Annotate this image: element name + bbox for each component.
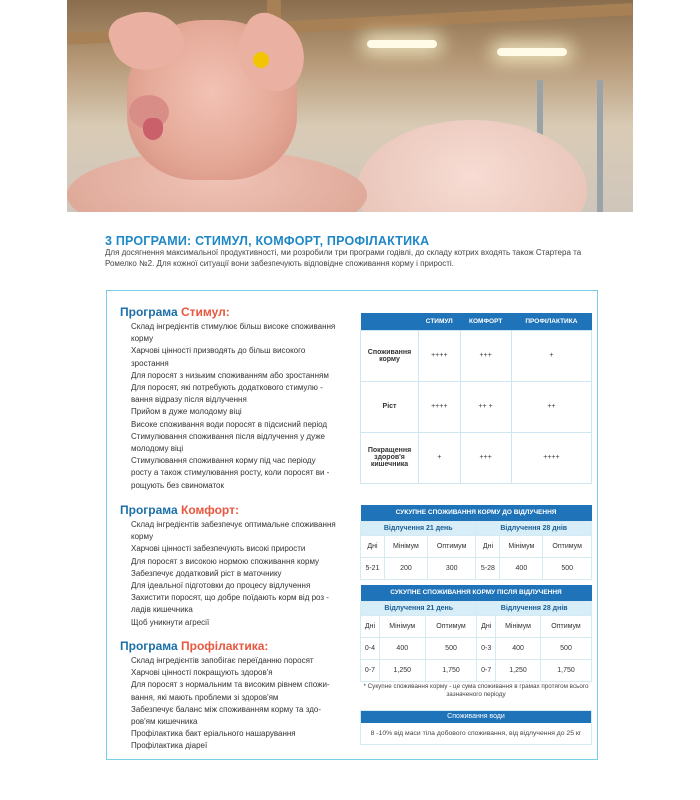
table-column-row xyxy=(361,535,592,557)
column-header: Оптимум xyxy=(425,615,477,637)
column-header: Оптимум xyxy=(427,535,476,557)
table-cell: 200 xyxy=(384,557,427,579)
list-item: Стимулювання споживання корму під час періоду xyxy=(131,456,316,466)
table-title-row xyxy=(361,585,592,601)
table-cell: 0-3 xyxy=(477,637,496,659)
program-list xyxy=(131,655,350,753)
pen-rail xyxy=(597,80,603,212)
after-weaning-table xyxy=(360,585,592,682)
water-consumption-box xyxy=(360,710,592,745)
table-row xyxy=(361,557,592,579)
table-cell: 0-4 xyxy=(361,637,380,659)
table-title: СУКУПНЕ СПОЖИВАННЯ КОРМУ ПІСЛЯ ВІДЛУЧЕННЯ xyxy=(361,585,592,601)
table-cell: ++++ xyxy=(419,381,461,432)
before-weaning-table xyxy=(360,505,592,580)
list-item: Захистити поросят, що добре поїдають корм від роз - xyxy=(131,593,329,603)
list-item: корму xyxy=(131,334,154,344)
program-komfort xyxy=(120,503,350,629)
ear-tag xyxy=(253,52,269,68)
program-prefix: Програма xyxy=(120,639,182,653)
water-title: Споживання води xyxy=(361,711,591,723)
table-cell: 0-7 xyxy=(361,659,380,681)
table-row xyxy=(361,381,592,432)
program-prefix: Програма xyxy=(120,305,182,319)
list-item: молодому віці xyxy=(131,444,184,454)
intro-text: Для досягнення максимальної продуктивності, ми розробили три програми годівлі, до складу котрих входять також Стартера та Ромелко №2. Для кожної ситуації вони забезпечують відповідне споживання корму і прирості. xyxy=(105,248,582,268)
table-cell: 500 xyxy=(425,637,477,659)
list-item: Високе споживання води поросят в підсисний період xyxy=(131,419,328,429)
table-cell: 1,750 xyxy=(541,659,592,681)
column-header: Оптимум xyxy=(543,535,592,557)
hero-photo-pig xyxy=(67,0,633,212)
list-item: Профілактика бакт еріального нашарування xyxy=(131,729,296,739)
list-item: Склад інгредієнтів стимулює більш високе споживання xyxy=(131,322,336,331)
ceiling-lamp xyxy=(367,40,437,48)
table-row xyxy=(361,637,592,659)
table-cell: ++ xyxy=(511,381,591,432)
table-cell: + xyxy=(419,432,461,483)
column-header: Мінімум xyxy=(384,535,427,557)
table-group-row xyxy=(361,521,592,535)
program-name: Профілактика: xyxy=(181,639,269,653)
list-item: Для поросят з низьким споживанням або зростанням xyxy=(131,370,329,380)
program-name: Комфорт: xyxy=(181,503,239,517)
list-item: Забезпечує баланс між споживанням корму та здо- xyxy=(131,704,321,714)
table-header-row xyxy=(361,313,592,330)
list-item: ров'ям кишечника xyxy=(131,717,198,727)
column-header: Дні xyxy=(477,615,496,637)
list-item: Прийом в дуже молодому віці xyxy=(131,407,242,417)
table-header-cell: СТИМУЛ xyxy=(419,313,461,330)
table-cell: 5-28 xyxy=(476,557,500,579)
table-column-row xyxy=(361,615,592,637)
list-item: рощують без свиноматок xyxy=(131,480,224,490)
program-heading xyxy=(120,503,350,517)
table-cell: 400 xyxy=(379,637,425,659)
table-cell: +++ xyxy=(460,432,511,483)
column-header: Дні xyxy=(476,535,500,557)
ceiling-lamp xyxy=(497,48,567,56)
table-cell: ++++ xyxy=(511,432,591,483)
table-title: СУКУПНЕ СПОЖИВАННЯ КОРМУ ДО ВІДЛУЧЕННЯ xyxy=(361,505,592,521)
table-cell: ++ + xyxy=(460,381,511,432)
list-item: зростання xyxy=(131,358,169,368)
list-item: Забезпечує додатковий ріст в маточнику xyxy=(131,568,282,578)
list-item: росту а також стимулювання росту, коли поросят ви - xyxy=(131,468,330,478)
program-heading xyxy=(120,305,350,319)
list-item: вання відразу після відлучення xyxy=(131,395,247,405)
water-text: 8 -10% від маси тіла добового споживання, від відлучення до 25 кг xyxy=(370,730,582,737)
table-cell: +++ xyxy=(460,330,511,381)
list-item: Для поросят, які потребують додаткового стимулю - xyxy=(131,383,323,393)
comparison-table xyxy=(360,313,592,484)
table-row-header: Покращення здоров'я кишечника xyxy=(361,432,419,483)
list-item: Харчові цінності покращують здоров'я xyxy=(131,668,273,678)
program-list xyxy=(131,321,350,492)
column-header: Мінімум xyxy=(379,615,425,637)
table-cell: 400 xyxy=(496,637,541,659)
table-cell: 300 xyxy=(427,557,476,579)
table-cell: + xyxy=(511,330,591,381)
list-item: Для ідеальної підготовки до процесу відлучення xyxy=(131,581,311,591)
table-header-cell: ПРОФІЛАКТИКА xyxy=(511,313,591,330)
list-item: корму xyxy=(131,532,154,542)
program-name: Стимул: xyxy=(181,305,230,319)
list-item: ладів кишечника xyxy=(131,605,193,615)
program-heading xyxy=(120,639,350,653)
column-header: Мінімум xyxy=(496,615,541,637)
column-header: Дні xyxy=(361,535,385,557)
table-cell: 500 xyxy=(541,637,592,659)
table-header-cell xyxy=(361,313,419,330)
program-list xyxy=(131,519,350,629)
table-group-row xyxy=(361,601,592,615)
list-item: Склад інгредієнтів забезпечує оптимальне споживання xyxy=(131,520,336,529)
list-item: Щоб уникнути агресії xyxy=(131,617,210,627)
list-item: Харчові цінності призводять до більш високого xyxy=(131,346,306,356)
column-header: Оптимум xyxy=(541,615,592,637)
page-title: 3 ПРОГРАМИ: СТИМУЛ, КОМФОРТ, ПРОФІЛАКТИКА xyxy=(105,234,430,248)
table-row xyxy=(361,432,592,483)
group-header: Відлучення 28 днів xyxy=(477,601,592,615)
table-row-header: Ріст xyxy=(361,381,419,432)
table-row-header: Споживання корму xyxy=(361,330,419,381)
column-header: Дні xyxy=(361,615,380,637)
pig-tongue xyxy=(143,118,163,140)
column-header: Мінімум xyxy=(500,535,543,557)
table-cell: 1,250 xyxy=(496,659,541,681)
group-header: Відлучення 28 днів xyxy=(476,521,592,535)
list-item: Профілактика діареї xyxy=(131,741,208,751)
list-item: Харчові цінності забезпечують високі прирости xyxy=(131,544,306,554)
program-prefix: Програма xyxy=(120,503,182,517)
table-cell: ++++ xyxy=(419,330,461,381)
list-item: Стимулювання споживання після відлучення у дуже xyxy=(131,431,325,441)
table-cell: 0-7 xyxy=(477,659,496,681)
table-cell: 500 xyxy=(543,557,592,579)
footnote: * Сукупне споживання корму - це сума споживання в грамах протягом всього зазначеного періоду xyxy=(363,683,589,698)
table-header-cell: КОМФОРТ xyxy=(460,313,511,330)
table-cell: 400 xyxy=(500,557,543,579)
program-profilaktyka xyxy=(120,639,350,753)
group-header: Відлучення 21 день xyxy=(361,521,476,535)
table-row xyxy=(361,330,592,381)
group-header: Відлучення 21 день xyxy=(361,601,477,615)
table-cell: 5-21 xyxy=(361,557,385,579)
table-cell: 1,750 xyxy=(425,659,477,681)
list-item: Для поросят з високою нормою споживання корму xyxy=(131,556,320,566)
list-item: Для поросят з нормальним та високим рівнем спожи- xyxy=(131,680,330,690)
table-row xyxy=(361,659,592,681)
list-item: Склад інгредієнтів запобігає переїданню поросят xyxy=(131,656,314,665)
program-stimul xyxy=(120,305,350,492)
pig-body-back xyxy=(357,120,587,212)
list-item: вання, які мають проблеми зі здоров'ям xyxy=(131,692,279,702)
table-title-row xyxy=(361,505,592,521)
table-cell: 1,250 xyxy=(379,659,425,681)
